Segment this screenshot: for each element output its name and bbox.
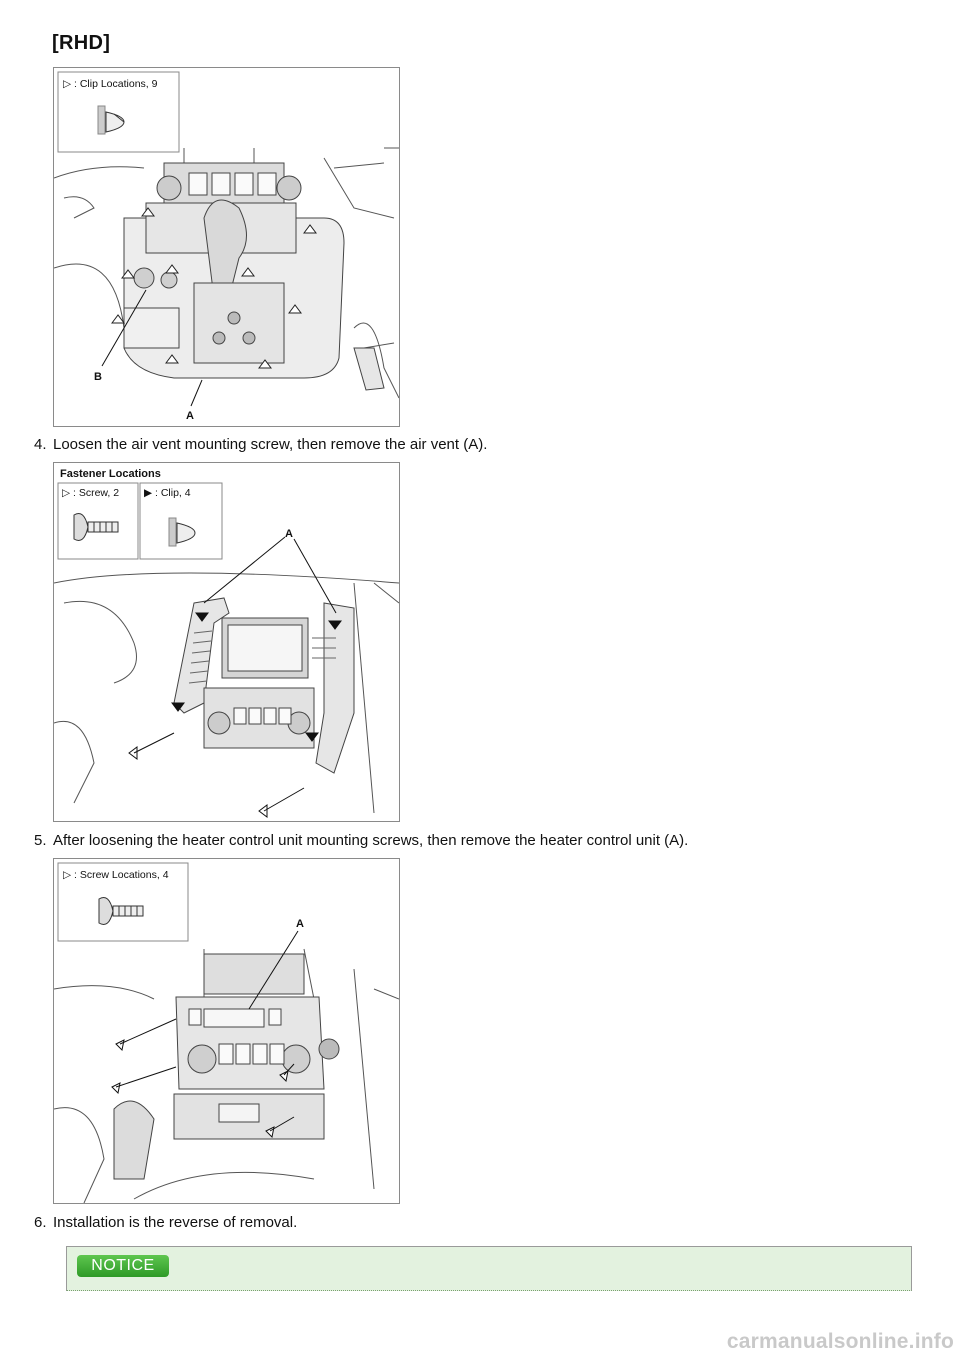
air-vent-diagram <box>54 463 399 821</box>
step-text: After loosening the heater control unit mounting screws, then remove the heater control unit (A). <box>53 832 689 849</box>
legend-clip: ▶ : Clip, 4 <box>144 487 191 499</box>
figure-fastener-locations <box>53 462 400 822</box>
step-6 <box>34 1214 297 1231</box>
legend-screw: ▷ : Screw, 2 <box>62 487 120 499</box>
heater-control-diagram <box>54 859 399 1203</box>
step-number: 5. <box>34 832 47 849</box>
step-text: Installation is the reverse of removal. <box>53 1214 298 1231</box>
heater-control-unit-a <box>114 954 339 1179</box>
console-panel-a <box>124 163 344 378</box>
figure-clip-locations <box>53 67 400 427</box>
section-heading: [RHD] <box>52 32 111 54</box>
watermark: carmanualsonline.info <box>726 1330 954 1353</box>
console-panel-diagram <box>54 68 399 426</box>
callout-a: A <box>296 918 304 930</box>
step-number: 4. <box>34 436 47 453</box>
step-5 <box>34 832 688 849</box>
step-4 <box>34 436 487 453</box>
callout-a: A <box>285 528 293 540</box>
legend-title: Fastener Locations <box>60 468 161 480</box>
figure-screw-locations <box>53 858 400 1204</box>
legend-screw-locations: ▷ : Screw Locations, 4 <box>63 869 169 881</box>
step-number: 6. <box>34 1214 47 1231</box>
notice-box <box>66 1246 912 1291</box>
callout-b: B <box>94 371 102 383</box>
pedal <box>354 348 384 390</box>
legend-clip-locations: ▷ : Clip Locations, 9 <box>63 78 158 90</box>
air-vent-a <box>174 598 354 773</box>
callout-line-a <box>191 380 202 406</box>
callout-a: A <box>186 410 194 422</box>
step-text: Loosen the air vent mounting screw, then remove the air vent (A). <box>53 436 488 453</box>
notice-label: NOTICE <box>77 1255 169 1277</box>
